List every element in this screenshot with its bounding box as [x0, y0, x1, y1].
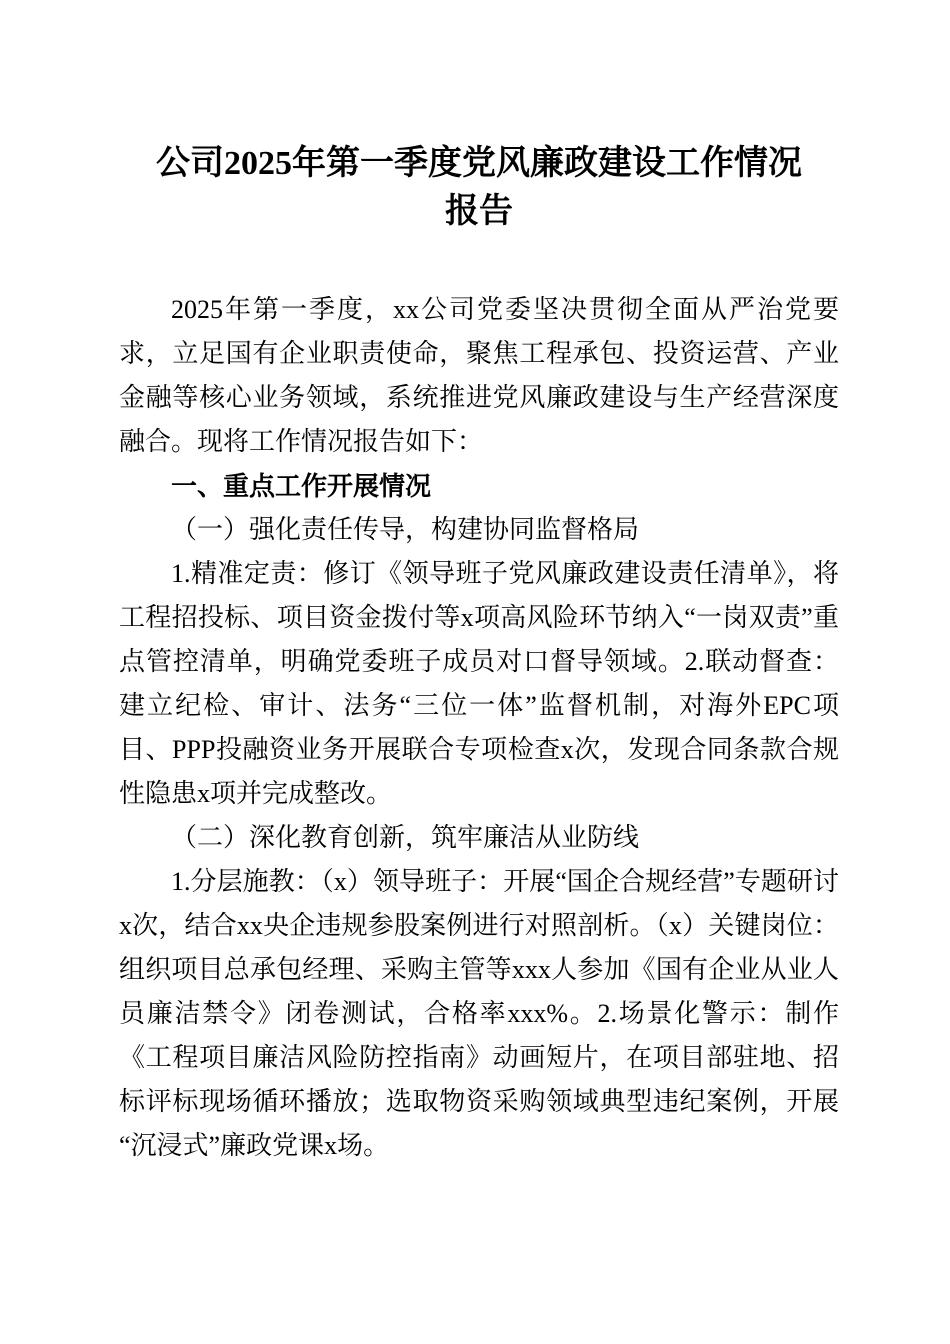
body-paragraph: 2025年第一季度，xx公司党委坚决贯彻全面从严治党要求，立足国有企业职责使命，聚焦工程承包、投资运营、产业金融等核心业务领域，系统推进党风廉政建设与生产经营深度融合。现将工作情况报告如下：	[119, 295, 839, 456]
body-paragraph: 1.精准定责：修订《领导班子党风廉政建设责任清单》，将工程招投标、项目资金拨付等x项高风险环节纳入“一岗双责”重点管控清单，明确党委班子成员对口督导领域。2.联动督查：建立纪检、审计、法务“三位一体”监督机制，对海外EPC项目、PPP投融资业务开展联合专项检查x次，发现合同条款合规性隐患x项并完成整改。	[119, 559, 839, 808]
section-heading: 一、重点工作开展情况	[171, 471, 432, 501]
subsection-heading: （一）强化责任传导，构建协同监督格局	[171, 515, 640, 544]
document-title-line1: 公司2025年第一季度党风廉政建设工作情况	[156, 145, 802, 182]
body-paragraph: 1.分层施教：（x）领导班子：开展“国企合规经营”专题研讨x次，结合xx央企违规参股案例进行对照剖析。（x）关键岗位：组织项目总承包经理、采购主管等xxx人参加《国有企业从业人员廉洁禁令》闭卷测试，合格率xxx%。2.场景化警示：制作《工程项目廉洁风险防控指南》动画短片，在项目部驻地、招标评标现场循环播放；选取物资采购领域典型违纪案例，开展“沉浸式”廉政党课x场。	[119, 867, 839, 1160]
subsection-heading: （二）深化教育创新，筑牢廉洁从业防线	[171, 823, 640, 852]
document-body	[119, 288, 839, 1168]
document-title-line2: 报告	[445, 193, 513, 230]
document-title	[119, 140, 839, 236]
